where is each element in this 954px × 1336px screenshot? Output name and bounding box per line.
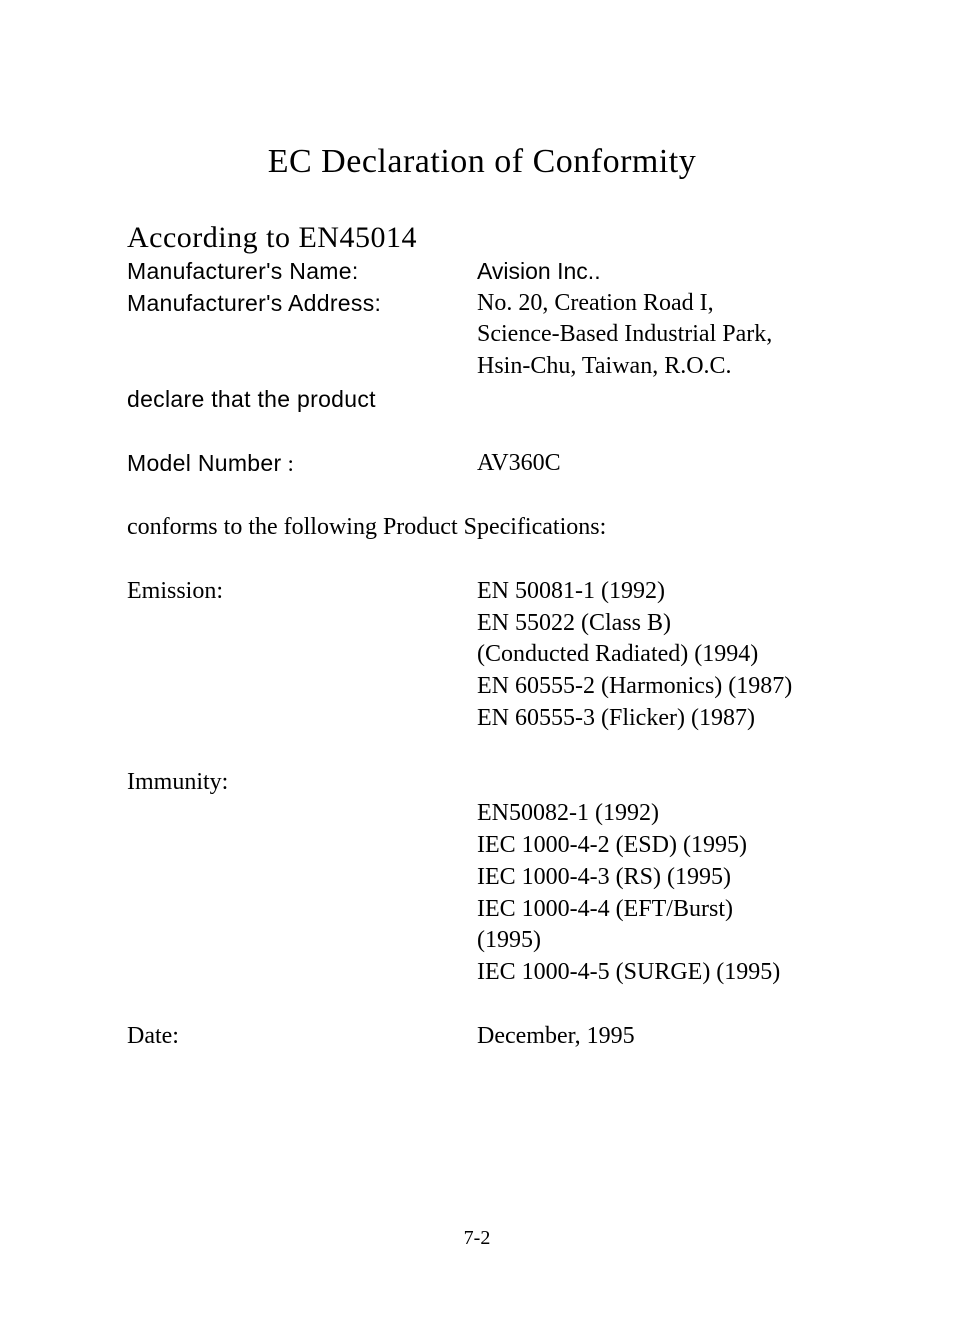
model-number-label [127, 447, 294, 480]
immunity-item: IEC 1000-4-3 (RS) (1995) [477, 864, 731, 890]
immunity-item: EN50082-1 (1992) [477, 800, 659, 826]
standard-heading: According to EN45014 [127, 221, 417, 254]
address-line: Hsin-Chu, Taiwan, R.O.C. [477, 353, 732, 379]
page-number: 7-2 [463, 1227, 491, 1249]
immunity-item: IEC 1000-4-5 (SURGE) (1995) [477, 959, 781, 985]
document-title: EC Declaration of Conformity [267, 143, 697, 180]
model-number-value: AV360C [477, 450, 561, 476]
manufacturer-name-label: Manufacturer's Name: [127, 258, 359, 284]
emission-item: (Conducted Radiated) (1994) [477, 641, 759, 667]
declare-text: declare that the product [127, 386, 376, 412]
manufacturer-name-value: Avision Inc.. [477, 258, 601, 284]
date-label: Date: [127, 1023, 179, 1049]
emission-item: EN 60555-2 (Harmonics) (1987) [477, 673, 793, 699]
address-line: Science-Based Industrial Park, [477, 321, 773, 347]
emission-item: EN 55022 (Class B) [477, 610, 671, 636]
manufacturer-address-label: Manufacturer's Address: [127, 290, 382, 316]
address-line: No. 20, Creation Road I, [477, 290, 714, 316]
emission-item: EN 60555-3 (Flicker) (1987) [477, 705, 755, 731]
immunity-item: IEC 1000-4-4 (EFT/Burst) [477, 896, 733, 922]
model-number-colon: : [281, 451, 295, 476]
emission-item: EN 50081-1 (1992) [477, 578, 665, 604]
immunity-item: IEC 1000-4-2 (ESD) (1995) [477, 832, 747, 858]
immunity-label: Immunity: [127, 769, 229, 795]
date-value: December, 1995 [477, 1023, 635, 1049]
conforms-text: conforms to the following Product Specifications: [127, 514, 607, 540]
immunity-item: (1995) [477, 927, 541, 953]
model-number-label-text: Model Number [127, 450, 282, 476]
emission-label: Emission: [127, 578, 224, 604]
